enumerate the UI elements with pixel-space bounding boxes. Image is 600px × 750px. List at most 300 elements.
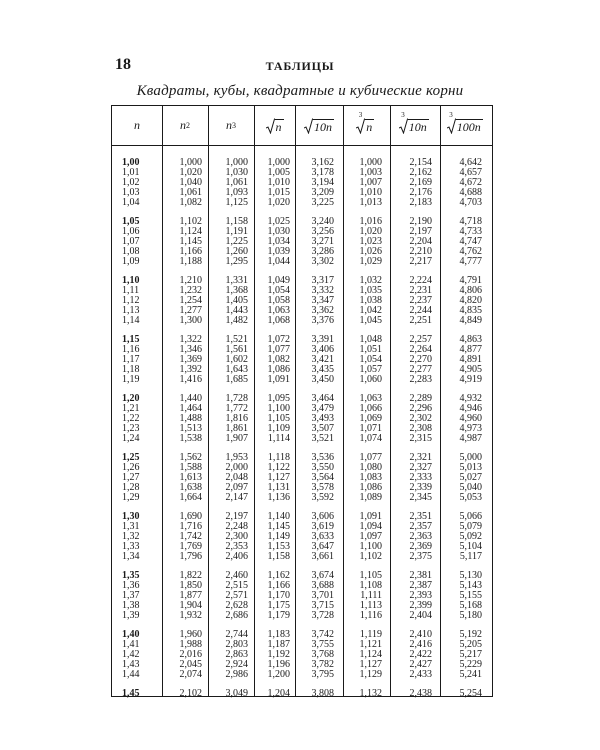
table-cell: 2,176 — [409, 187, 432, 198]
table-cell: 2,744 — [225, 629, 248, 640]
table-cell: 1,058 — [267, 295, 290, 306]
table-cell: 2,048 — [225, 472, 248, 483]
table-cell: 4,849 — [459, 315, 482, 326]
table-cell: 5,229 — [459, 659, 482, 670]
table-cell: 4,718 — [459, 216, 482, 227]
table-row — [112, 542, 492, 552]
table-cell: 1,690 — [179, 511, 202, 522]
table-header — [112, 106, 492, 146]
table-row — [112, 414, 492, 424]
table-cell: 1,183 — [267, 629, 290, 640]
table-cell: 1,368 — [225, 285, 248, 296]
table-cell: 1,045 — [359, 315, 382, 326]
table-cell: 3,701 — [311, 590, 334, 601]
table-cell: 1,061 — [179, 187, 202, 198]
header-sqrt-n — [254, 106, 295, 145]
table-row — [112, 276, 492, 286]
table-row — [112, 335, 492, 345]
table-cell: 1,086 — [359, 482, 382, 493]
table-cell: 1,113 — [359, 600, 382, 611]
table-cell: 1,100 — [359, 541, 382, 552]
table-row — [112, 375, 492, 385]
table-cell: 2,183 — [409, 197, 432, 208]
table-cell: 4,877 — [459, 344, 482, 355]
table-cell: 1,071 — [359, 423, 382, 434]
table-cell: 1,116 — [359, 610, 382, 621]
table-cell: 2,210 — [409, 246, 432, 257]
table-cell: 1,562 — [179, 452, 202, 463]
table-cell: 3,162 — [311, 157, 334, 168]
row-n-value: 1,00 — [122, 157, 140, 168]
table-cell: 1,125 — [225, 197, 248, 208]
table-cell: 2,190 — [409, 216, 432, 227]
table-cell: 1,122 — [267, 462, 290, 473]
table-cell: 1,850 — [179, 580, 202, 591]
table-cell: 4,733 — [459, 226, 482, 237]
header-n3-label: n — [226, 118, 232, 132]
row-n-value: 1,01 — [122, 167, 140, 178]
table-cell: 3,661 — [311, 551, 334, 562]
table-cell: 5,155 — [459, 590, 482, 601]
table-cell: 2,363 — [409, 531, 432, 542]
table-row — [112, 247, 492, 257]
table-cell: 1,158 — [225, 216, 248, 227]
table-cell: 1,613 — [179, 472, 202, 483]
table-cell: 1,153 — [267, 541, 290, 552]
header-n-cubed — [208, 106, 254, 145]
table-cell: 3,317 — [311, 275, 334, 286]
table-cell: 2,351 — [409, 511, 432, 522]
row-n-value: 1,09 — [122, 256, 140, 267]
table-cell: 2,257 — [409, 334, 432, 345]
table-row — [112, 650, 492, 660]
table-cell: 1,145 — [267, 521, 290, 532]
row-n-value: 1,42 — [122, 649, 140, 660]
table-cell: 1,000 — [267, 157, 290, 168]
radical-sign-icon — [447, 118, 483, 134]
table-cell: 1,742 — [179, 531, 202, 542]
table-row — [112, 257, 492, 267]
table-cell: 3,421 — [311, 354, 334, 365]
table-cell: 1,331 — [225, 275, 248, 286]
table-cell: 5,079 — [459, 521, 482, 532]
table-cell: 4,932 — [459, 393, 482, 404]
row-n-value: 1,27 — [122, 472, 140, 483]
table-title: Квадраты, кубы, квадратные и кубические корни — [136, 83, 464, 99]
table-cell: 1,561 — [225, 344, 248, 355]
header-n3-exponent: 3 — [232, 121, 236, 130]
table-cell: 2,264 — [409, 344, 432, 355]
table-cell: 3,564 — [311, 472, 334, 483]
table-cell: 1,960 — [179, 629, 202, 640]
table-cell: 3,286 — [311, 246, 334, 257]
table-cell: 1,538 — [179, 433, 202, 444]
table-cell: 2,686 — [225, 610, 248, 621]
row-n-value: 1,18 — [122, 364, 140, 375]
table-cell: 1,769 — [179, 541, 202, 552]
row-n-value: 1,05 — [122, 216, 140, 227]
table-cell: 1,069 — [359, 413, 382, 424]
table-cell: 2,327 — [409, 462, 432, 473]
table-cell: 1,643 — [225, 364, 248, 375]
table-body — [112, 146, 492, 699]
row-n-value: 1,30 — [122, 511, 140, 522]
table-cell: 3,536 — [311, 452, 334, 463]
table-cell: 1,254 — [179, 295, 202, 306]
table-cell: 1,010 — [267, 177, 290, 188]
table-cell: 2,404 — [409, 610, 432, 621]
table-cell: 1,861 — [225, 423, 248, 434]
table-row — [112, 158, 492, 168]
table-cell: 5,066 — [459, 511, 482, 522]
table-cell: 1,121 — [359, 639, 382, 650]
table-row — [112, 355, 492, 365]
table-cell: 1,685 — [225, 374, 248, 385]
table-cell: 1,119 — [359, 629, 382, 640]
row-n-value: 1,23 — [122, 423, 140, 434]
table-cell: 4,642 — [459, 157, 482, 168]
table-cell: 1,111 — [360, 590, 382, 601]
table-cell: 4,863 — [459, 334, 482, 345]
row-n-value: 1,20 — [122, 393, 140, 404]
table-cell: 2,289 — [409, 393, 432, 404]
table-cell: 5,130 — [459, 570, 482, 581]
table-cell: 1,068 — [267, 315, 290, 326]
table-cell: 5,117 — [459, 551, 482, 562]
header-cbrt-10n-index: 3 — [401, 110, 405, 119]
table-cell: 4,835 — [459, 305, 482, 316]
table-cell: 1,664 — [179, 492, 202, 503]
table-cell: 5,104 — [459, 541, 482, 552]
row-n-value: 1,40 — [122, 629, 140, 640]
table-cell: 3,795 — [311, 669, 334, 680]
table-cell: 3,194 — [311, 177, 334, 188]
table-cell: 1,200 — [267, 669, 290, 680]
table-cell: 5,027 — [459, 472, 482, 483]
row-n-value: 1,08 — [122, 246, 140, 257]
table-cell: 2,204 — [409, 236, 432, 247]
table-cell: 1,000 — [359, 157, 382, 168]
table-cell: 2,353 — [225, 541, 248, 552]
table-cell: 5,180 — [459, 610, 482, 621]
table-cell: 1,044 — [267, 256, 290, 267]
table-cell: 1,032 — [359, 275, 382, 286]
table-cell: 2,406 — [225, 551, 248, 562]
table-cell: 1,082 — [179, 197, 202, 208]
table-cell: 2,357 — [409, 521, 432, 532]
table-cell: 1,124 — [359, 649, 382, 660]
table-row — [112, 522, 492, 532]
row-n-value: 1,25 — [122, 452, 140, 463]
table-row — [112, 227, 492, 237]
table-cell: 4,946 — [459, 403, 482, 414]
table-row — [112, 532, 492, 542]
table-cell: 1,162 — [267, 570, 290, 581]
table-row — [112, 434, 492, 444]
table-row — [112, 552, 492, 562]
table-cell: 1,020 — [267, 197, 290, 208]
table-cell: 2,339 — [409, 482, 432, 493]
table-cell: 1,074 — [359, 433, 382, 444]
row-n-value: 1,11 — [122, 285, 140, 296]
table-row — [112, 483, 492, 493]
table-cell: 1,029 — [359, 256, 382, 267]
table-cell: 1,175 — [267, 600, 290, 611]
table-cell: 3,464 — [311, 393, 334, 404]
table-cell: 1,000 — [179, 157, 202, 168]
table-cell: 1,010 — [359, 187, 382, 198]
table-cell: 2,045 — [179, 659, 202, 670]
table-cell: 2,410 — [409, 629, 432, 640]
table-row — [112, 345, 492, 355]
table-cell: 1,026 — [359, 246, 382, 257]
row-n-value: 1,02 — [122, 177, 140, 188]
header-cbrt-n-index: 3 — [358, 110, 363, 119]
table-cell: 3,435 — [311, 364, 334, 375]
table-cell: 1,118 — [267, 452, 290, 463]
table-row — [112, 188, 492, 198]
table-row — [112, 670, 492, 680]
table-cell: 1,093 — [225, 187, 248, 198]
row-n-value: 1,13 — [122, 305, 140, 316]
table-cell: 1,602 — [225, 354, 248, 365]
header-sqrt-10n-label: 10n — [314, 119, 332, 134]
table-cell: 1,191 — [225, 226, 248, 237]
table-cell: 2,345 — [409, 492, 432, 503]
table-cell: 2,387 — [409, 580, 432, 591]
table-cell: 3,507 — [311, 423, 334, 434]
table-cell: 1,102 — [359, 551, 382, 562]
table-cell: 4,657 — [459, 167, 482, 178]
table-cell: 1,295 — [225, 256, 248, 267]
table-cell: 2,628 — [225, 600, 248, 611]
table-row — [112, 424, 492, 434]
row-n-value: 1,06 — [122, 226, 140, 237]
table-cell: 1,369 — [179, 354, 202, 365]
table-cell: 5,040 — [459, 482, 482, 493]
table-cell: 3,391 — [311, 334, 334, 345]
table-cell: 4,919 — [459, 374, 482, 385]
radical-sign-icon — [399, 118, 429, 134]
table-cell: 2,863 — [225, 649, 248, 660]
table-cell: 1,149 — [267, 531, 290, 542]
table-cell: 4,747 — [459, 236, 482, 247]
table-cell: 3,493 — [311, 413, 334, 424]
row-n-value: 1,39 — [122, 610, 140, 621]
table-cell: 3,406 — [311, 344, 334, 355]
table-cell: 2,924 — [225, 659, 248, 670]
table-cell: 1,000 — [225, 157, 248, 168]
row-n-value: 1,45 — [122, 688, 140, 699]
row-n-value: 1,35 — [122, 570, 140, 581]
table-cell: 3,808 — [311, 688, 334, 699]
table-cell: 1,086 — [267, 364, 290, 375]
table-cell: 2,237 — [409, 295, 432, 306]
table-cell: 1,192 — [267, 649, 290, 660]
table-cell: 1,030 — [267, 226, 290, 237]
table-row — [112, 168, 492, 178]
table-cell: 1,100 — [267, 403, 290, 414]
table-cell: 2,427 — [409, 659, 432, 670]
table-cell: 5,013 — [459, 462, 482, 473]
table-cell: 5,241 — [459, 669, 482, 680]
table-row — [112, 453, 492, 463]
table-cell: 1,063 — [267, 305, 290, 316]
table-cell: 2,197 — [409, 226, 432, 237]
table-cell: 5,092 — [459, 531, 482, 542]
table-cell: 2,416 — [409, 639, 432, 650]
row-n-value: 1,10 — [122, 275, 140, 286]
table-cell: 1,077 — [267, 344, 290, 355]
table-row — [112, 394, 492, 404]
row-n-value: 1,37 — [122, 590, 140, 601]
table-cell: 1,108 — [359, 580, 382, 591]
table-cell: 4,905 — [459, 364, 482, 375]
table-cell: 1,003 — [359, 167, 382, 178]
page-number: 18 — [115, 56, 131, 73]
table-cell: 2,169 — [409, 177, 432, 188]
table-cell: 1,040 — [179, 177, 202, 188]
table-cell: 1,158 — [267, 551, 290, 562]
table-cell: 1,035 — [359, 285, 382, 296]
table-cell: 3,178 — [311, 167, 334, 178]
table-cell: 4,891 — [459, 354, 482, 365]
table-cell: 3,209 — [311, 187, 334, 198]
header-cbrt-10n-label: 10n — [408, 119, 427, 134]
table-cell: 1,080 — [359, 462, 382, 473]
table-cell: 1,082 — [267, 354, 290, 365]
table-cell: 3,347 — [311, 295, 334, 306]
row-n-value: 1,41 — [122, 639, 140, 650]
table-cell: 2,369 — [409, 541, 432, 552]
table-cell: 1,232 — [179, 285, 202, 296]
table-cell: 2,162 — [409, 167, 432, 178]
table-row — [112, 198, 492, 208]
table-cell: 1,097 — [359, 531, 382, 542]
table-cell: 1,057 — [359, 364, 382, 375]
table-cell: 1,042 — [359, 305, 382, 316]
header-n2-label: n — [180, 118, 186, 132]
table-cell: 3,619 — [311, 521, 334, 532]
table-cell: 2,381 — [409, 570, 432, 581]
table-cell: 1,145 — [179, 236, 202, 247]
table-cell: 1,392 — [179, 364, 202, 375]
table-cell: 1,066 — [359, 403, 382, 414]
table-cell: 4,688 — [459, 187, 482, 198]
table-cell: 1,187 — [267, 639, 290, 650]
table-cell: 1,072 — [267, 334, 290, 345]
table-row — [112, 365, 492, 375]
table-cell: 4,672 — [459, 177, 482, 188]
table-cell: 1,816 — [225, 413, 248, 424]
table-cell: 1,346 — [179, 344, 202, 355]
table-cell: 2,803 — [225, 639, 248, 650]
table-cell: 1,136 — [267, 492, 290, 503]
table-cell: 2,986 — [225, 669, 248, 680]
table-cell: 3,592 — [311, 492, 334, 503]
table-cell: 2,251 — [409, 315, 432, 326]
table-cell: 1,102 — [179, 216, 202, 227]
table-cell: 1,007 — [359, 177, 382, 188]
table-cell: 2,154 — [409, 157, 432, 168]
math-table — [111, 105, 493, 697]
row-n-value: 1,03 — [122, 187, 140, 198]
row-n-value: 1,28 — [122, 482, 140, 493]
table-cell: 1,196 — [267, 659, 290, 670]
table-cell: 1,953 — [225, 452, 248, 463]
header-sqrt-n-label: n — [275, 119, 282, 134]
table-cell: 1,488 — [179, 413, 202, 424]
table-cell: 1,020 — [179, 167, 202, 178]
radical-sign-icon — [304, 118, 334, 134]
table-cell: 1,440 — [179, 393, 202, 404]
table-row — [112, 404, 492, 414]
table-cell: 1,020 — [359, 226, 382, 237]
table-row — [112, 493, 492, 503]
table-cell: 1,124 — [179, 226, 202, 237]
table-cell: 2,315 — [409, 433, 432, 444]
table-cell: 2,302 — [409, 413, 432, 424]
table-cell: 3,479 — [311, 403, 334, 414]
table-cell: 5,000 — [459, 452, 482, 463]
table-cell: 1,638 — [179, 482, 202, 493]
table-cell: 1,054 — [359, 354, 382, 365]
table-cell: 1,016 — [359, 216, 382, 227]
table-cell: 1,114 — [267, 433, 290, 444]
table-cell: 1,482 — [225, 315, 248, 326]
table-cell: 1,416 — [179, 374, 202, 385]
row-n-value: 1,14 — [122, 315, 140, 326]
table-cell: 1,260 — [225, 246, 248, 257]
table-cell: 2,300 — [225, 531, 248, 542]
table-cell: 5,192 — [459, 629, 482, 640]
row-n-value: 1,24 — [122, 433, 140, 444]
table-cell: 2,097 — [225, 482, 248, 493]
row-n-value: 1,36 — [122, 580, 140, 591]
table-row — [112, 463, 492, 473]
table-cell: 1,127 — [267, 472, 290, 483]
row-n-value: 1,17 — [122, 354, 140, 365]
row-n-value: 1,34 — [122, 551, 140, 562]
table-cell: 1,063 — [359, 393, 382, 404]
table-row — [112, 217, 492, 227]
table-cell: 3,633 — [311, 531, 334, 542]
table-cell: 2,231 — [409, 285, 432, 296]
table-row — [112, 630, 492, 640]
table-cell: 1,716 — [179, 521, 202, 532]
table-cell: 1,796 — [179, 551, 202, 562]
table-cell: 1,048 — [359, 334, 382, 345]
table-cell: 5,254 — [459, 688, 482, 699]
radical-sign-icon — [356, 118, 374, 134]
table-cell: 1,188 — [179, 256, 202, 267]
table-cell: 1,005 — [267, 167, 290, 178]
table-cell: 2,375 — [409, 551, 432, 562]
row-n-value: 1,26 — [122, 462, 140, 473]
table-cell: 1,405 — [225, 295, 248, 306]
table-cell: 1,877 — [179, 590, 202, 601]
header-n2-exponent: 2 — [186, 121, 190, 130]
header-sqrt-10n — [295, 106, 343, 145]
table-cell: 2,074 — [179, 669, 202, 680]
table-cell: 1,060 — [359, 374, 382, 385]
table-row — [112, 640, 492, 650]
table-cell: 5,053 — [459, 492, 482, 503]
table-cell: 3,332 — [311, 285, 334, 296]
row-n-value: 1,33 — [122, 541, 140, 552]
table-cell: 3,302 — [311, 256, 334, 267]
table-cell: 1,091 — [267, 374, 290, 385]
